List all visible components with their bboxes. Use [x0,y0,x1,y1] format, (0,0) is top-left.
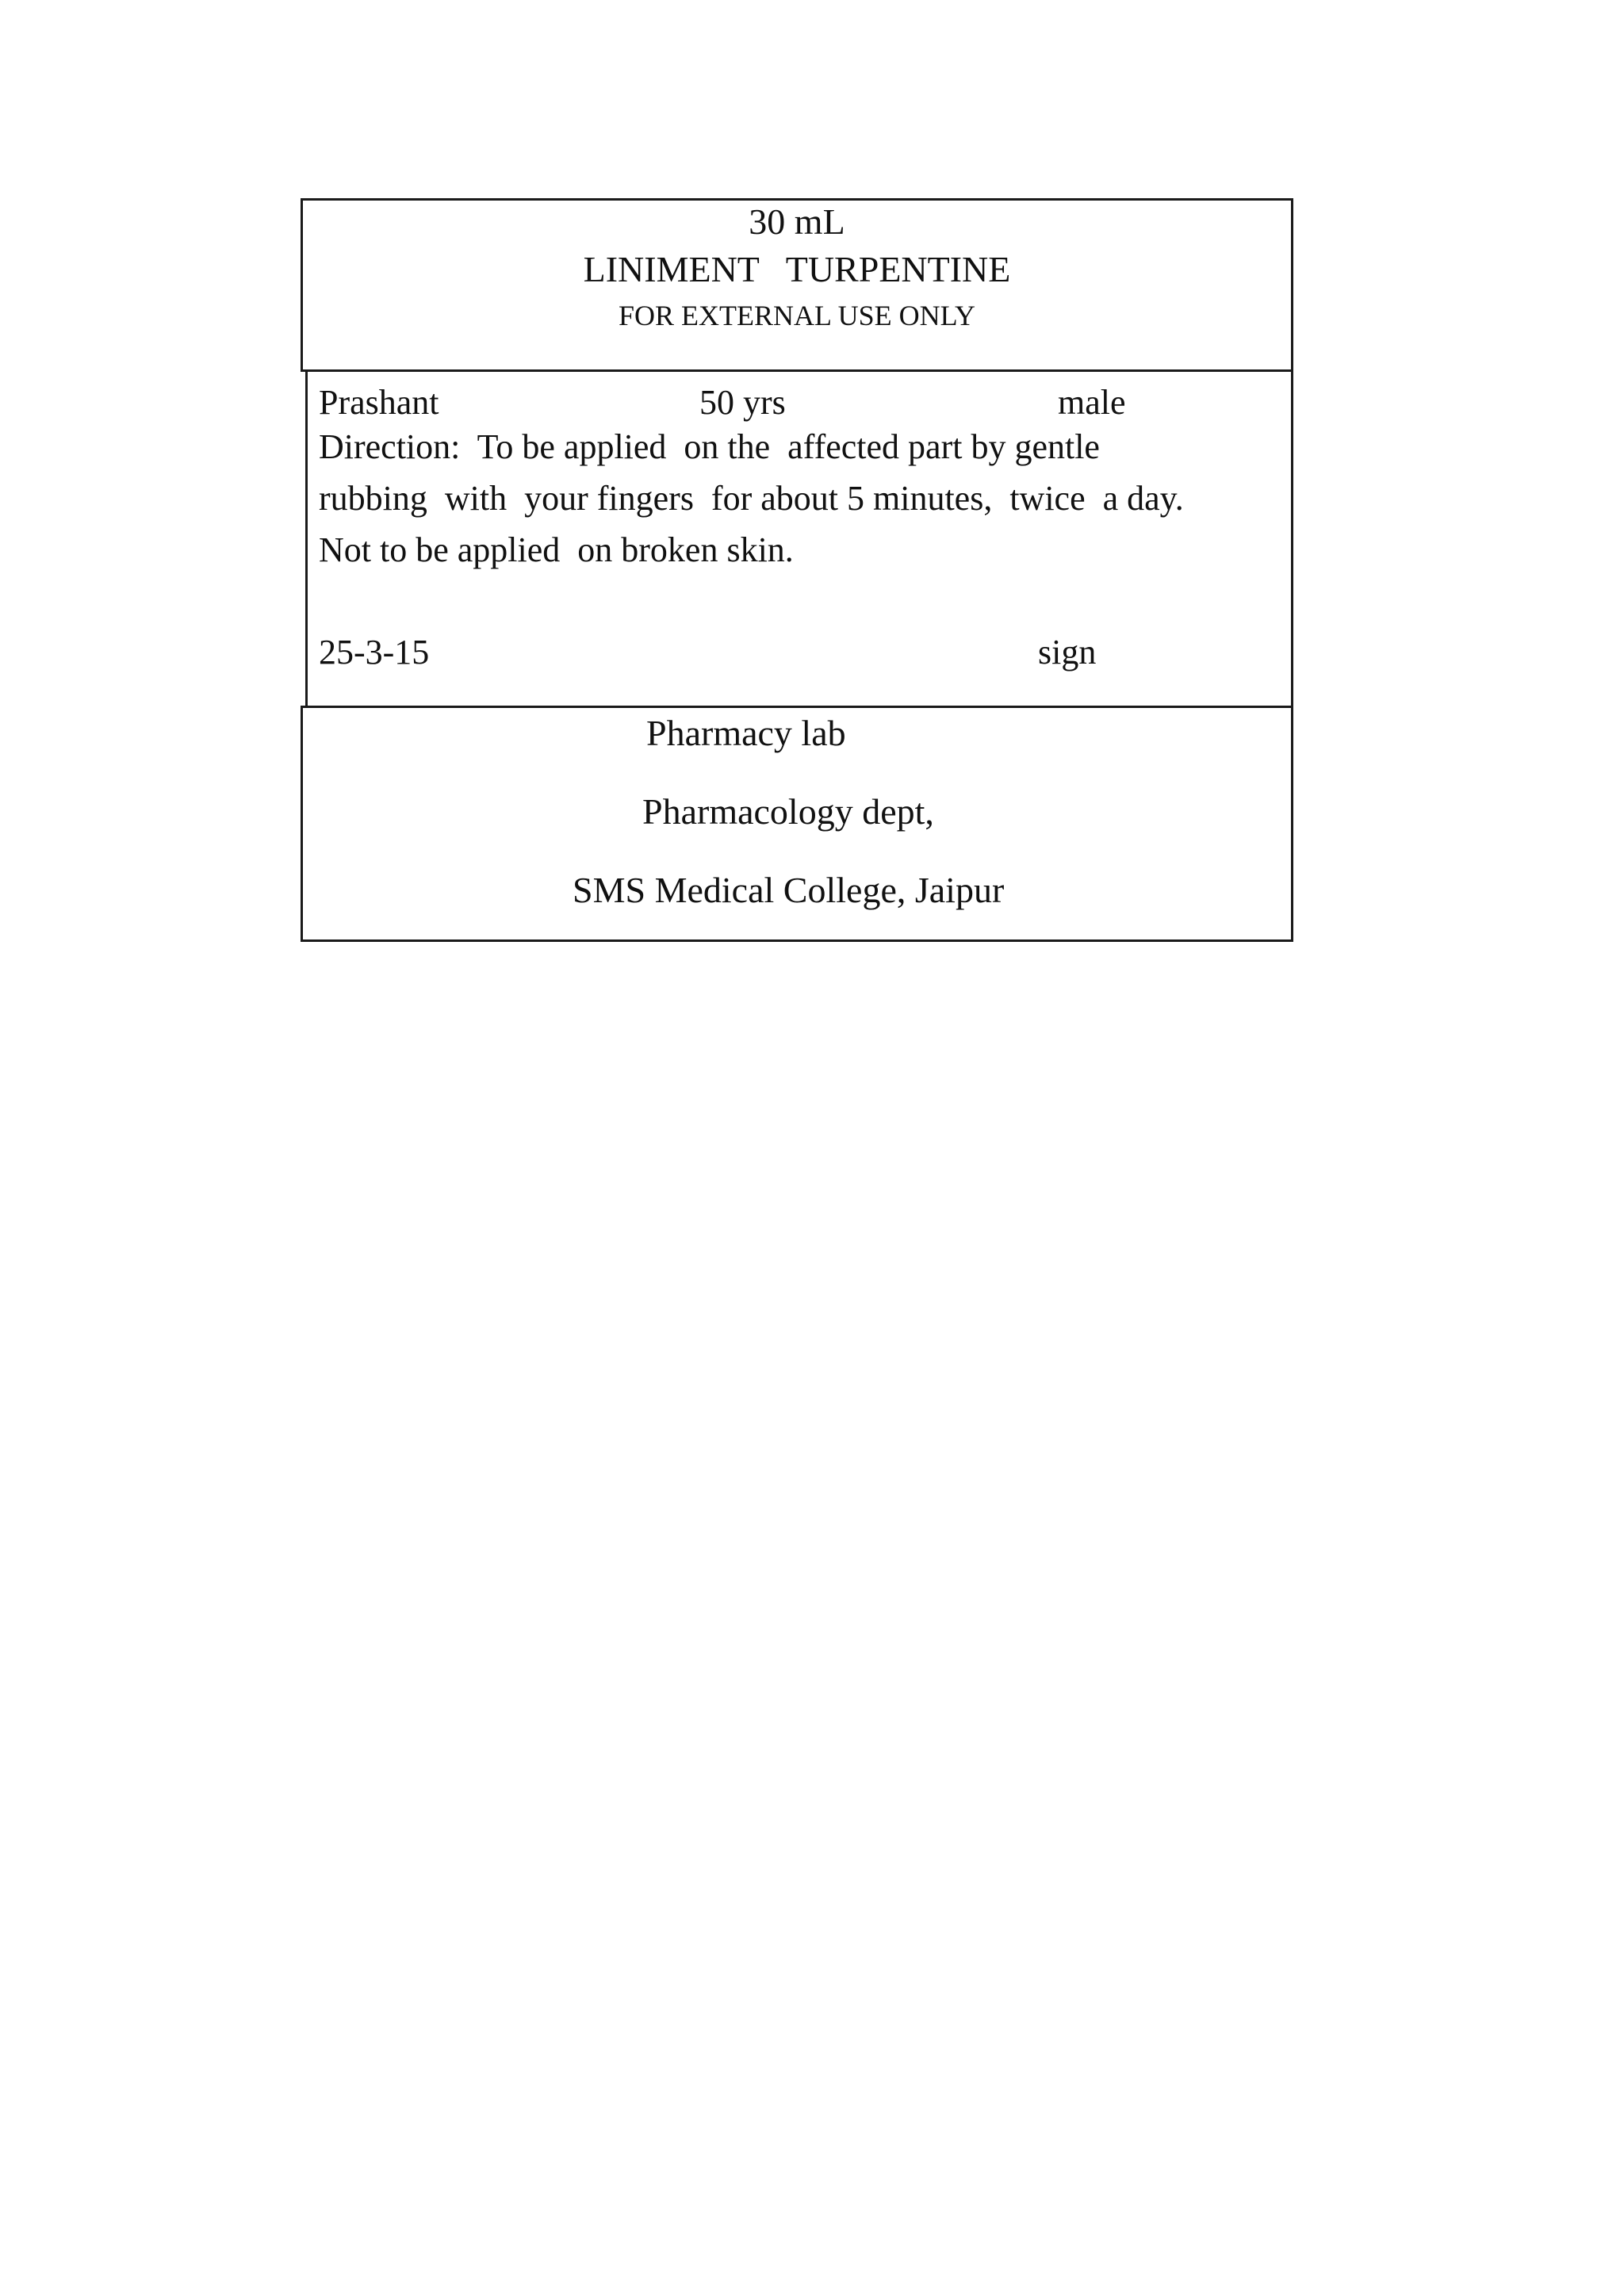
directions-text [319,421,1184,576]
patient-age: 50 yrs [699,383,786,422]
quantity-text: 30 mL [749,201,845,242]
institution-box [301,706,1293,942]
patient-sex: male [1058,383,1126,422]
directions-line-2: rubbing with your fingers for about 5 minutes, twice a day. [319,479,1184,518]
directions-line-3: Not to be applied on broken skin. [319,530,794,569]
dispense-date: 25-3-15 [319,633,430,672]
institution-lab: Pharmacy lab [646,713,846,753]
signature-field: sign [1038,633,1097,672]
prescription-box [305,369,1293,708]
drug-name: LINIMENT TURPENTINE [583,249,1011,289]
directions-line-1: Direction: To be applied on the affected part by gentle [319,427,1100,466]
institution-college: SMS Medical College, Jaipur [573,870,1005,910]
label-header-box [301,198,1293,372]
institution-department: Pharmacology dept, [642,791,934,832]
patient-name: Prashant [319,383,439,422]
usage-warning: FOR EXTERNAL USE ONLY [618,300,976,331]
